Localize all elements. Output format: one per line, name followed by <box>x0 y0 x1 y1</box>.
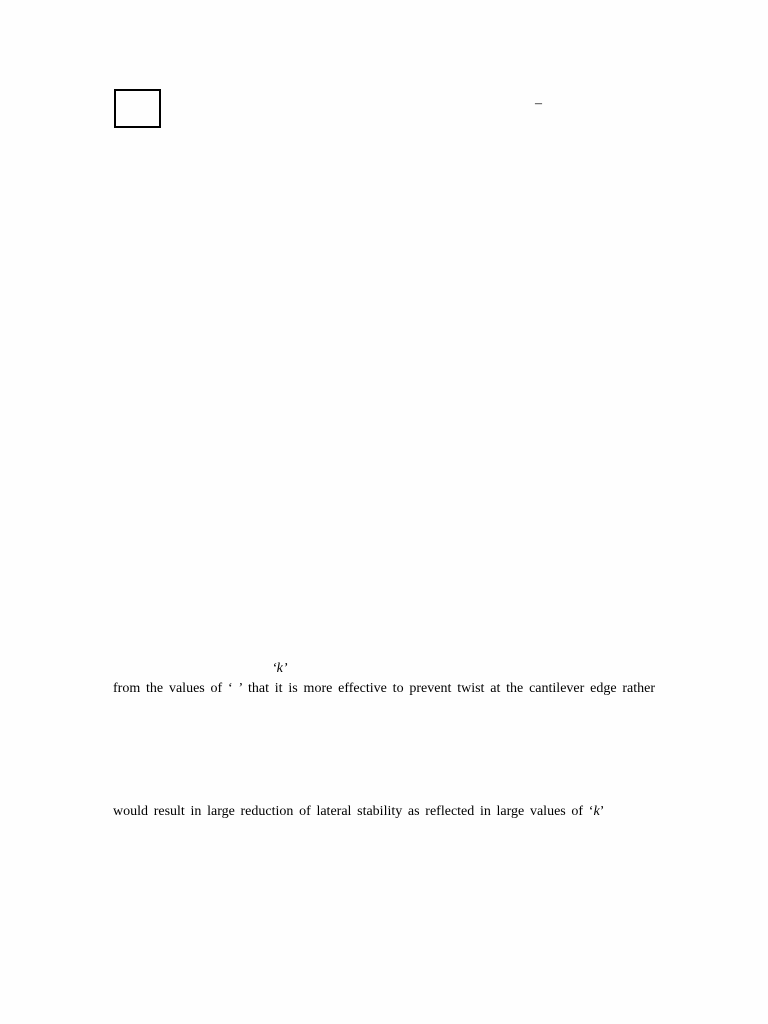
close-quote: ’ <box>599 804 605 819</box>
line-text: would result in large reduction of lateral stability as reflected in large values of ‘ <box>113 804 594 819</box>
variable-k-label: ‘k’ <box>272 661 288 676</box>
section-number-box <box>114 89 161 128</box>
header-dash: – <box>535 96 542 111</box>
paragraph-line-lateral-stability <box>113 804 635 820</box>
paragraph-line-twist: from the values of ‘ ’ that it is more effective to prevent twist at the cantilever edge rather <box>113 681 655 696</box>
variable-k: k <box>593 804 600 819</box>
